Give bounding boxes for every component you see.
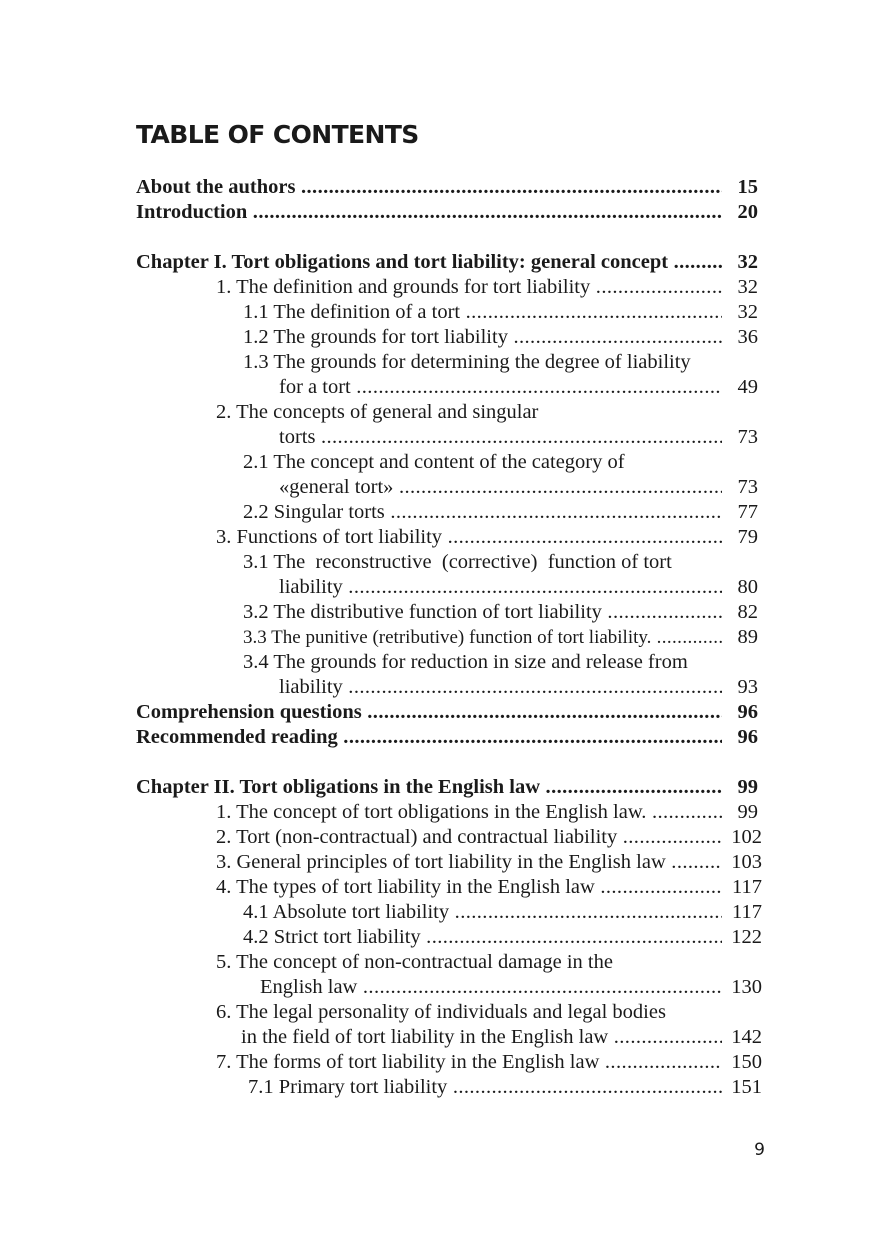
toc-entry-title: in the field of tort liability in the English law ..... [241, 1025, 722, 1050]
toc-entry [0, 275, 886, 300]
toc-entry-page: 82 [737, 601, 758, 623]
toc-entry-line [0, 650, 886, 675]
toc-entry-title: 2.2 Singular torts ..... [243, 500, 722, 525]
toc-entry-title-line: 2. The concepts of general and singular [216, 401, 539, 423]
toc-entry-page: 77 [737, 501, 758, 523]
toc-entry-page: 15 [737, 176, 758, 198]
toc-entry-title-line: 1.3 The grounds for determining the degree of liability [243, 351, 691, 373]
toc-entry-title-line: 3.4 The grounds for reduction in size and release from [243, 651, 688, 673]
toc-entry-line [0, 1000, 886, 1025]
toc-entry [0, 700, 886, 725]
toc-entry-title: Chapter II. Tort obligations in the English law ..... [136, 775, 722, 800]
toc-entry-title: Chapter I. Tort obligations and tort liability: general concept ..... [136, 250, 722, 275]
toc-entry-page: 96 [737, 726, 758, 748]
toc-entry [0, 850, 886, 875]
toc-entry-page: 99 [737, 801, 758, 823]
page-number: 9 [754, 1140, 765, 1160]
toc-entry [0, 425, 886, 450]
toc-entry-title-line: 6. The legal personality of individuals and legal bodies [216, 1001, 666, 1023]
toc-entry [0, 975, 886, 1000]
toc-entry-page: 96 [737, 701, 758, 723]
toc-entry-page: 32 [737, 301, 758, 323]
toc-entry-page: 130 [731, 976, 762, 998]
toc-entry [0, 200, 886, 225]
page-title: TABLE OF CONTENTS [136, 120, 419, 149]
toc-list [0, 175, 886, 1100]
toc-entry-title: Introduction ..... [136, 200, 722, 225]
toc-entry [0, 1075, 886, 1100]
toc-entry-title: 3. Functions of tort liability ..... [216, 525, 722, 550]
toc-entry-title: English law ..... [260, 975, 722, 1000]
toc-entry-title: 1.1 The definition of a tort ..... [243, 300, 722, 325]
toc-entry [0, 575, 886, 600]
toc-entry [0, 475, 886, 500]
toc-entry [0, 900, 886, 925]
toc-entry [0, 325, 886, 350]
toc-entry-title: 1. The definition and grounds for tort liability ..... [216, 275, 722, 300]
toc-entry-page: 20 [737, 201, 758, 223]
toc-entry-page: 73 [737, 476, 758, 498]
toc-entry-page: 73 [737, 426, 758, 448]
toc-entry-title: for a tort ..... [279, 375, 722, 400]
toc-entry-title: About the authors ..... [136, 175, 722, 200]
toc-entry-title: 4.2 Strict tort liability ..... [243, 925, 722, 950]
toc-entry-title: 3.3 The punitive (retributive) function of tort liability. ..... [243, 625, 722, 650]
toc-entry-title-line: 2.1 The concept and content of the category of [243, 451, 625, 473]
toc-entry-page: 32 [737, 276, 758, 298]
toc-entry-line [0, 950, 886, 975]
toc-entry [0, 500, 886, 525]
toc-entry [0, 250, 886, 275]
toc-entry-page: 122 [731, 926, 762, 948]
toc-entry [0, 675, 886, 700]
toc-entry-title: 7.1 Primary tort liability ..... [248, 1075, 722, 1100]
toc-entry-page: 32 [737, 251, 758, 273]
toc-entry-page: 151 [731, 1076, 762, 1098]
toc-entry-title: 4.1 Absolute tort liability ..... [243, 900, 722, 925]
toc-entry-page: 89 [737, 626, 758, 648]
toc-entry-title: Recommended reading ..... [136, 725, 722, 750]
toc-entry-page: 103 [731, 851, 762, 873]
toc-entry [0, 800, 886, 825]
toc-entry-title: liability ..... [279, 575, 722, 600]
toc-entry [0, 175, 886, 200]
toc-entry [0, 375, 886, 400]
toc-entry-title: 7. The forms of tort liability in the English law ..... [216, 1050, 722, 1075]
toc-entry [0, 625, 886, 650]
toc-entry-line [0, 400, 886, 425]
toc-entry-page: 79 [737, 526, 758, 548]
toc-entry-title: 3.2 The distributive function of tort liability ..... [243, 600, 722, 625]
toc-entry-title: liability ..... [279, 675, 722, 700]
toc-entry [0, 1025, 886, 1050]
toc-entry-title: 1. The concept of tort obligations in the English law. ..... [216, 800, 722, 825]
toc-entry [0, 600, 886, 625]
toc-entry-title-line: 5. The concept of non-contractual damage in the [216, 951, 613, 973]
toc-entry [0, 875, 886, 900]
toc-entry-line [0, 450, 886, 475]
toc-entry-title: 1.2 The grounds for tort liability ..... [243, 325, 722, 350]
toc-entry-page: 49 [737, 376, 758, 398]
toc-entry-title: Comprehension questions ..... [136, 700, 722, 725]
toc-entry-title: 3. General principles of tort liability in the English law ..... [216, 850, 722, 875]
toc-entry [0, 925, 886, 950]
toc-entry-page: 99 [737, 776, 758, 798]
toc-entry-page: 93 [737, 676, 758, 698]
toc-entry [0, 725, 886, 750]
toc-entry-line [0, 550, 886, 575]
toc-entry-title: «general tort» ..... [279, 475, 722, 500]
toc-entry-title: 4. The types of tort liability in the English law ..... [216, 875, 722, 900]
toc-entry-page: 80 [737, 576, 758, 598]
toc-entry-title: torts ..... [279, 425, 722, 450]
toc-entry-page: 36 [737, 326, 758, 348]
toc-entry-line [0, 350, 886, 375]
toc-entry-page: 102 [731, 826, 762, 848]
toc-entry-page: 150 [731, 1051, 762, 1073]
toc-entry-page: 142 [731, 1026, 762, 1048]
toc-entry-page: 117 [732, 901, 762, 923]
toc-entry [0, 1050, 886, 1075]
toc-entry-title-line: 3.1 The reconstructive (corrective) function of tort [243, 551, 672, 573]
toc-entry [0, 825, 886, 850]
toc-entry [0, 300, 886, 325]
toc-entry [0, 525, 886, 550]
toc-entry-title: 2. Tort (non-contractual) and contractual liability ..... [216, 825, 722, 850]
toc-entry-page: 117 [732, 876, 762, 898]
toc-entry [0, 775, 886, 800]
